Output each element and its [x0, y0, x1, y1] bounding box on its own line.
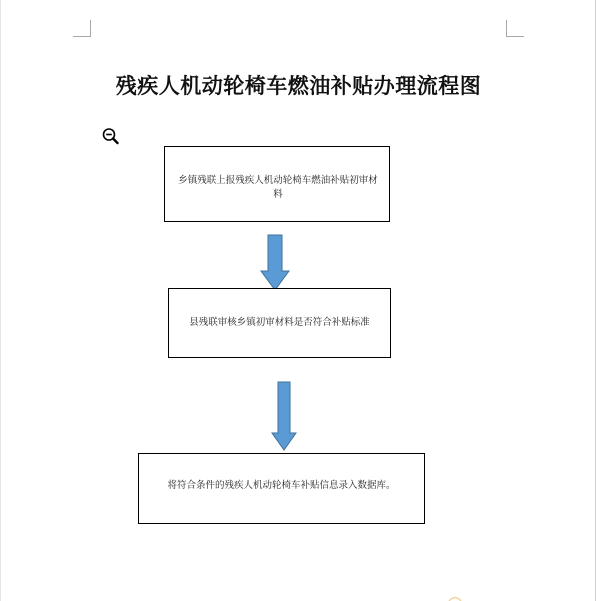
crop-mark-top-right-horizontal	[506, 36, 524, 37]
crop-mark-top-left-horizontal	[73, 36, 91, 37]
flow-step-3-text: 将符合条件的残疾人机动轮椅车补贴信息录入数据库。	[167, 479, 396, 491]
page-title: 残疾人机动轮椅车燃油补贴办理流程图	[115, 74, 482, 98]
flow-step-1-text: 乡镇残联上报残疾人机动轮椅车燃油补贴初审材料	[178, 175, 378, 200]
page-corner-mark	[448, 594, 462, 601]
arrow-down-icon	[271, 381, 297, 451]
crop-mark-top-left-vertical	[90, 20, 91, 37]
flow-step-3	[138, 453, 425, 524]
zoom-out-icon[interactable]	[101, 127, 121, 145]
flow-step-1	[164, 146, 390, 222]
flow-step-2	[168, 288, 391, 358]
crop-mark-top-right-vertical	[506, 20, 507, 37]
arrow-down-icon	[260, 234, 290, 291]
flow-step-2-text: 县残联审核乡镇初审材料是否符合补贴标准	[189, 317, 370, 328]
